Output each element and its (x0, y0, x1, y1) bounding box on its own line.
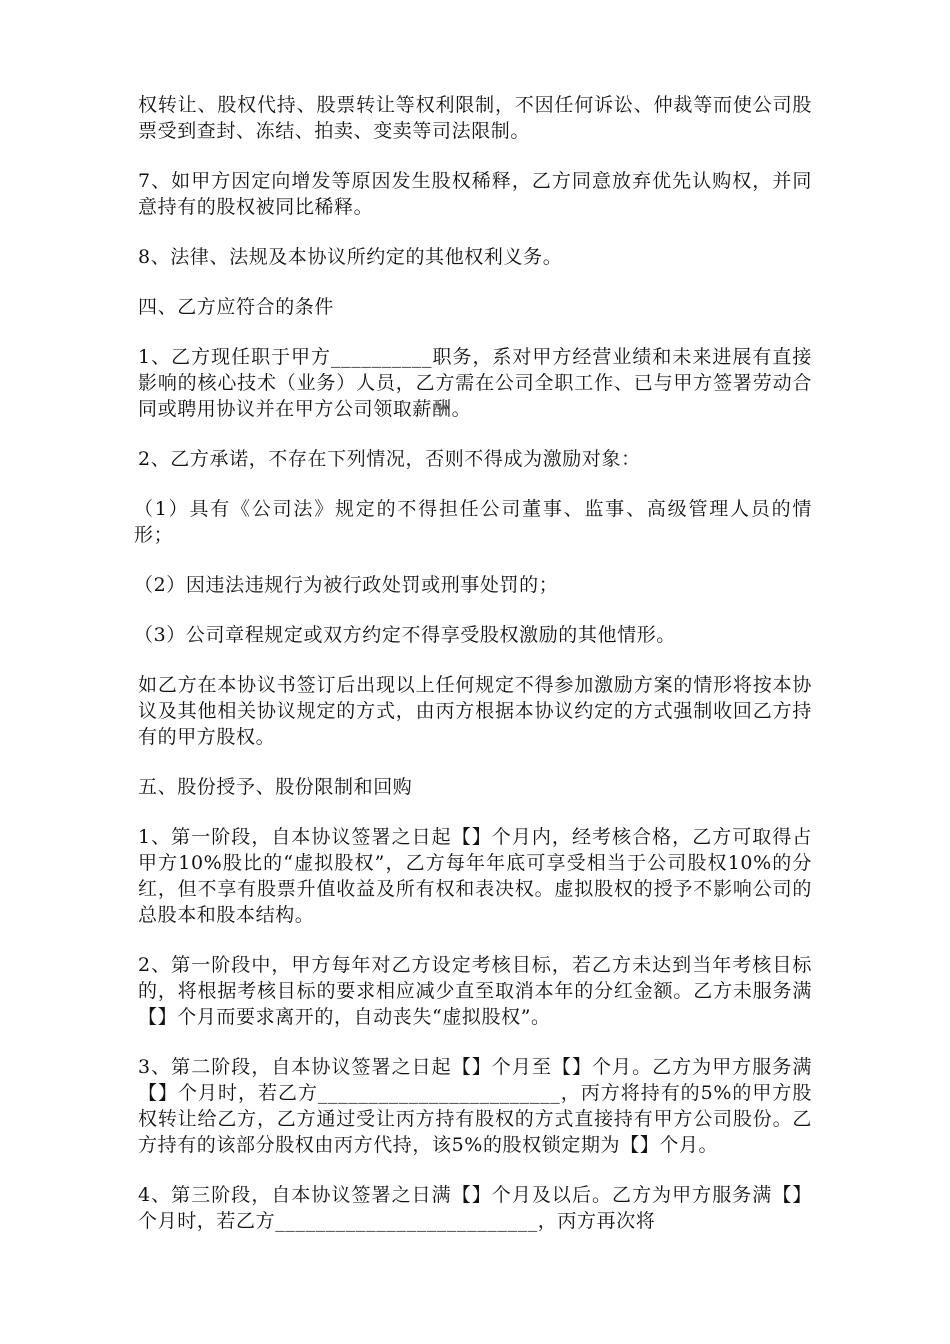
paragraph-2: 7、如甲方因定向增发等原因发生股权稀释，乙方同意放弃优先认购权，并同意持有的股权被同比稀释。 (138, 170, 812, 218)
paragraph-7: （1）具有《公司法》规定的不得担任公司董事、监事、高级管理人员的情形； (134, 498, 812, 546)
paragraph-12: 1、第一阶段，自本协议签署之日起【】个月内，经考核合格，乙方可取得占甲方10%股比的“虚拟股权”，乙方每年年底可享受相当于公司股权10%的分红，但不享有股票升值收益及所有权和表决权。虚拟股权的授予不影响公司的总股本和股本结构。 (138, 826, 812, 926)
paragraph-1: 权转让、股权代持、股票转让等权利限制，不因任何诉讼、仲裁等而使公司股票受到查封、冻结、拍卖、变卖等司法限制。 (138, 94, 812, 142)
section-heading-4: 四、乙方应符合的条件 (138, 296, 335, 318)
paragraph-6: 2、乙方承诺，不存在下列情况，否则不得成为激励对象： (138, 448, 641, 470)
paragraph-8: （2）因违法违规行为被行政处罚或刑事处罚的； (134, 574, 559, 596)
paragraph-10: 如乙方在本协议书签订后出现以上任何规定不得参加激励方案的情形将按本协议及其他相关协议规定的方式，由丙方根据本协议约定的方式强制收回乙方持有的甲方股权。 (138, 674, 812, 748)
section-heading-5: 五、股份授予、股份限制和回购 (138, 776, 413, 798)
paragraph-9: （3）公司章程规定或双方约定不得享受股权激励的其他情形。 (134, 624, 676, 646)
paragraph-3: 8、法律、法规及本协议所约定的其他权利义务。 (138, 246, 563, 268)
paragraph-13: 2、第一阶段中，甲方每年对乙方设定考核目标，若乙方未达到当年考核目标的，将根据考核目标的要求相应减少直至取消本年的分红金额。乙方未服务满【】个月而要求离开的，自动丧失“虚拟股权”。 (138, 954, 812, 1028)
paragraph-14: 3、第二阶段，自本协议签署之日起【】个月至【】个月。乙方为甲方服务满【】个月时，若乙方________________________，丙方将持有的5%的甲方股权转让给乙方，乙方通过受让丙方持有股权的方式直接持有甲方公司股份。乙方持有的该部分股权由丙方代持，该5%的股权锁定期为【】个月。 (138, 1056, 812, 1156)
paragraph-5: 1、乙方现任职于甲方__________职务，系对甲方经营业绩和未来进展有直接影响的核心技术（业务）人员，乙方需在公司全职工作、已与甲方签署劳动合同或聘用协议并在甲方公司领取薪酬。 (138, 346, 812, 420)
paragraph-15: 4、第三阶段，自本协议签署之日满【】个月及以后。乙方为甲方服务满【】个月时，若乙方__________________________，丙方再次将 (138, 1184, 812, 1232)
